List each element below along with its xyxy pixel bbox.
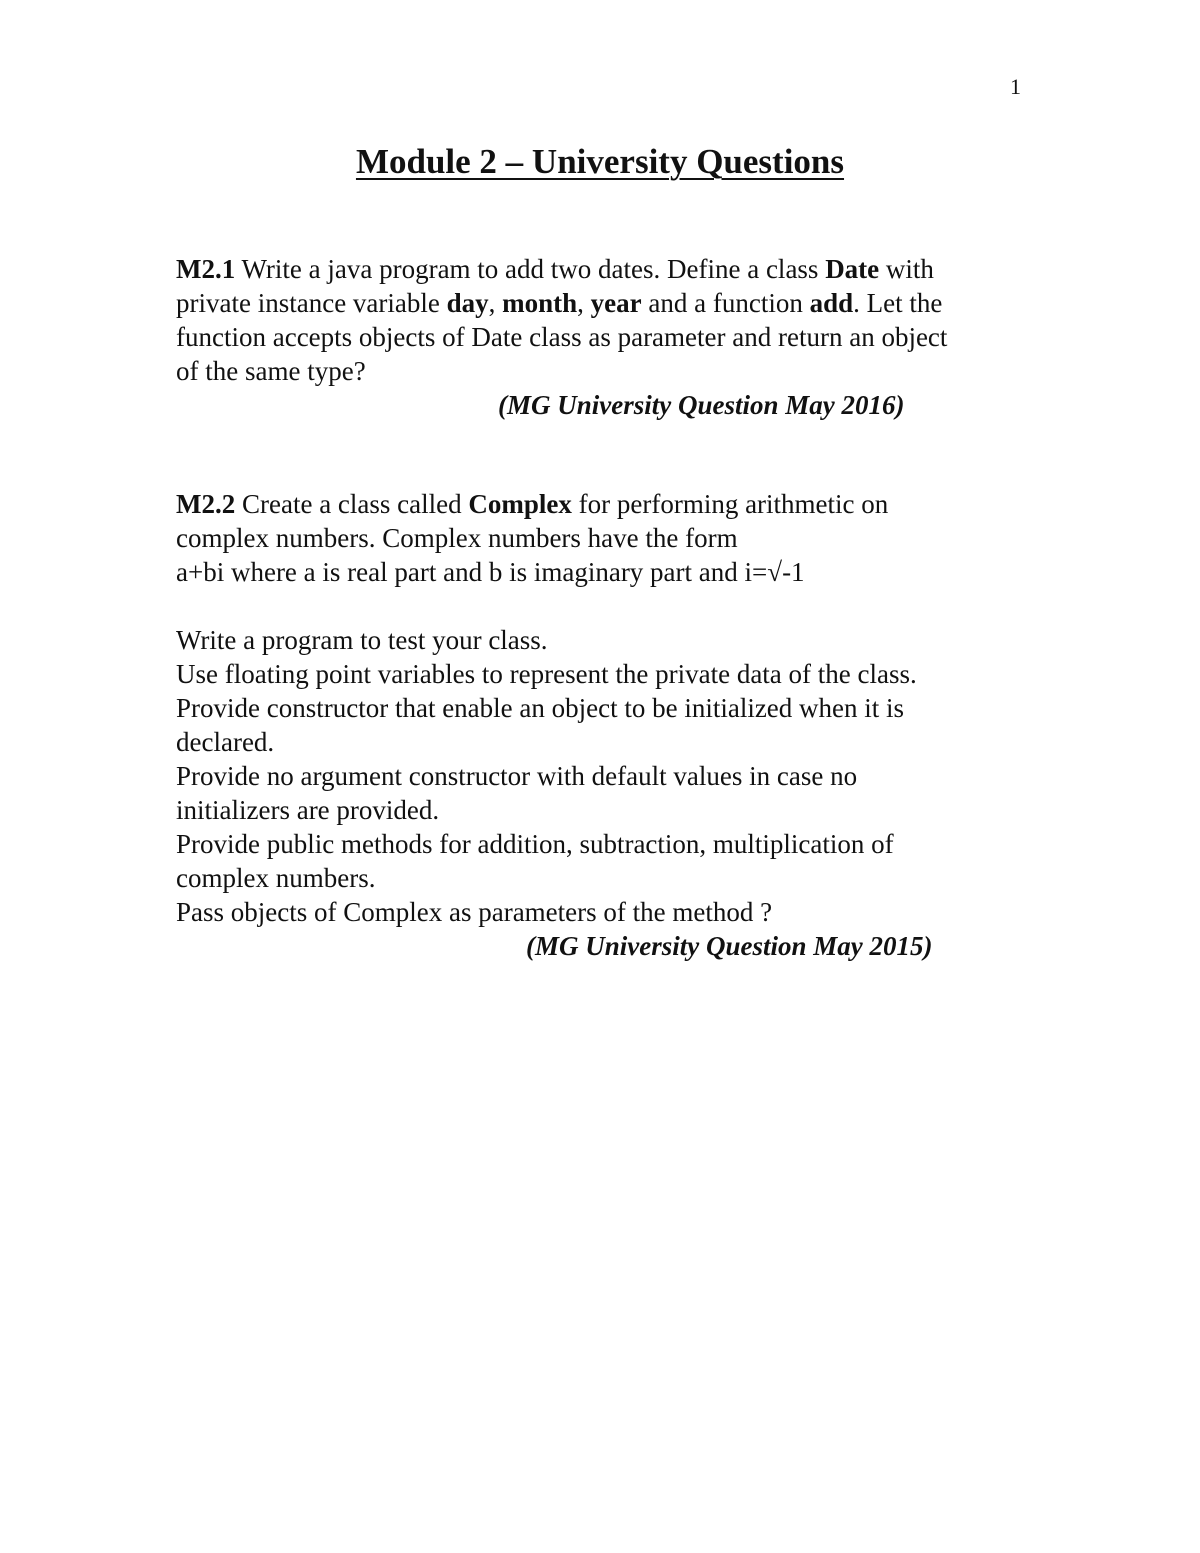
question-line: complex numbers. Complex numbers have the form [176, 523, 738, 553]
variable-name: day [446, 288, 489, 318]
question-m2-2 [176, 487, 1036, 589]
requirement-line: complex numbers. [176, 863, 376, 893]
requirement-line: Provide no argument constructor with default values in case no [176, 761, 858, 791]
requirement-line: Pass objects of Complex as parameters of the method ? [176, 897, 773, 927]
page-title: Module 2 – University Questions [355, 142, 845, 181]
class-name: Date [825, 254, 880, 284]
question-line: M2.2 Create a class called Complex for performing arithmetic on [176, 489, 889, 519]
class-name: Complex [468, 489, 572, 519]
question-label: M2.1 [176, 254, 236, 284]
requirement-line: Provide public methods for addition, subtraction, multiplication of [176, 829, 894, 859]
requirement-line: declared. [176, 727, 275, 757]
variable-name: year [590, 288, 642, 318]
page-number: 1 [1010, 74, 1021, 99]
variable-name: month [502, 288, 578, 318]
source-citation: (MG University Question May 2016) [498, 390, 905, 420]
question-m2-2-requirements [176, 623, 1036, 963]
question-label: M2.2 [176, 489, 236, 519]
question-line: private instance variable day, month, year and a function add. Let the [176, 288, 943, 318]
question-line: M2.1 Write a java program to add two dates. Define a class Date with [176, 254, 934, 284]
requirement-line: Provide constructor that enable an object to be initialized when it is [176, 693, 905, 723]
requirement-line: Use floating point variables to represent the private data of the class. [176, 659, 917, 689]
requirement-line: Write a program to test your class. [176, 625, 548, 655]
requirement-line: initializers are provided. [176, 795, 440, 825]
question-line: function accepts objects of Date class as parameter and return an object [176, 322, 948, 352]
question-m2-1 [176, 252, 1036, 422]
question-line: of the same type? [176, 356, 366, 386]
source-citation: (MG University Question May 2015) [526, 931, 933, 961]
question-line: a+bi where a is real part and b is imaginary part and i=√-1 [176, 557, 805, 587]
function-name: add [809, 288, 854, 318]
